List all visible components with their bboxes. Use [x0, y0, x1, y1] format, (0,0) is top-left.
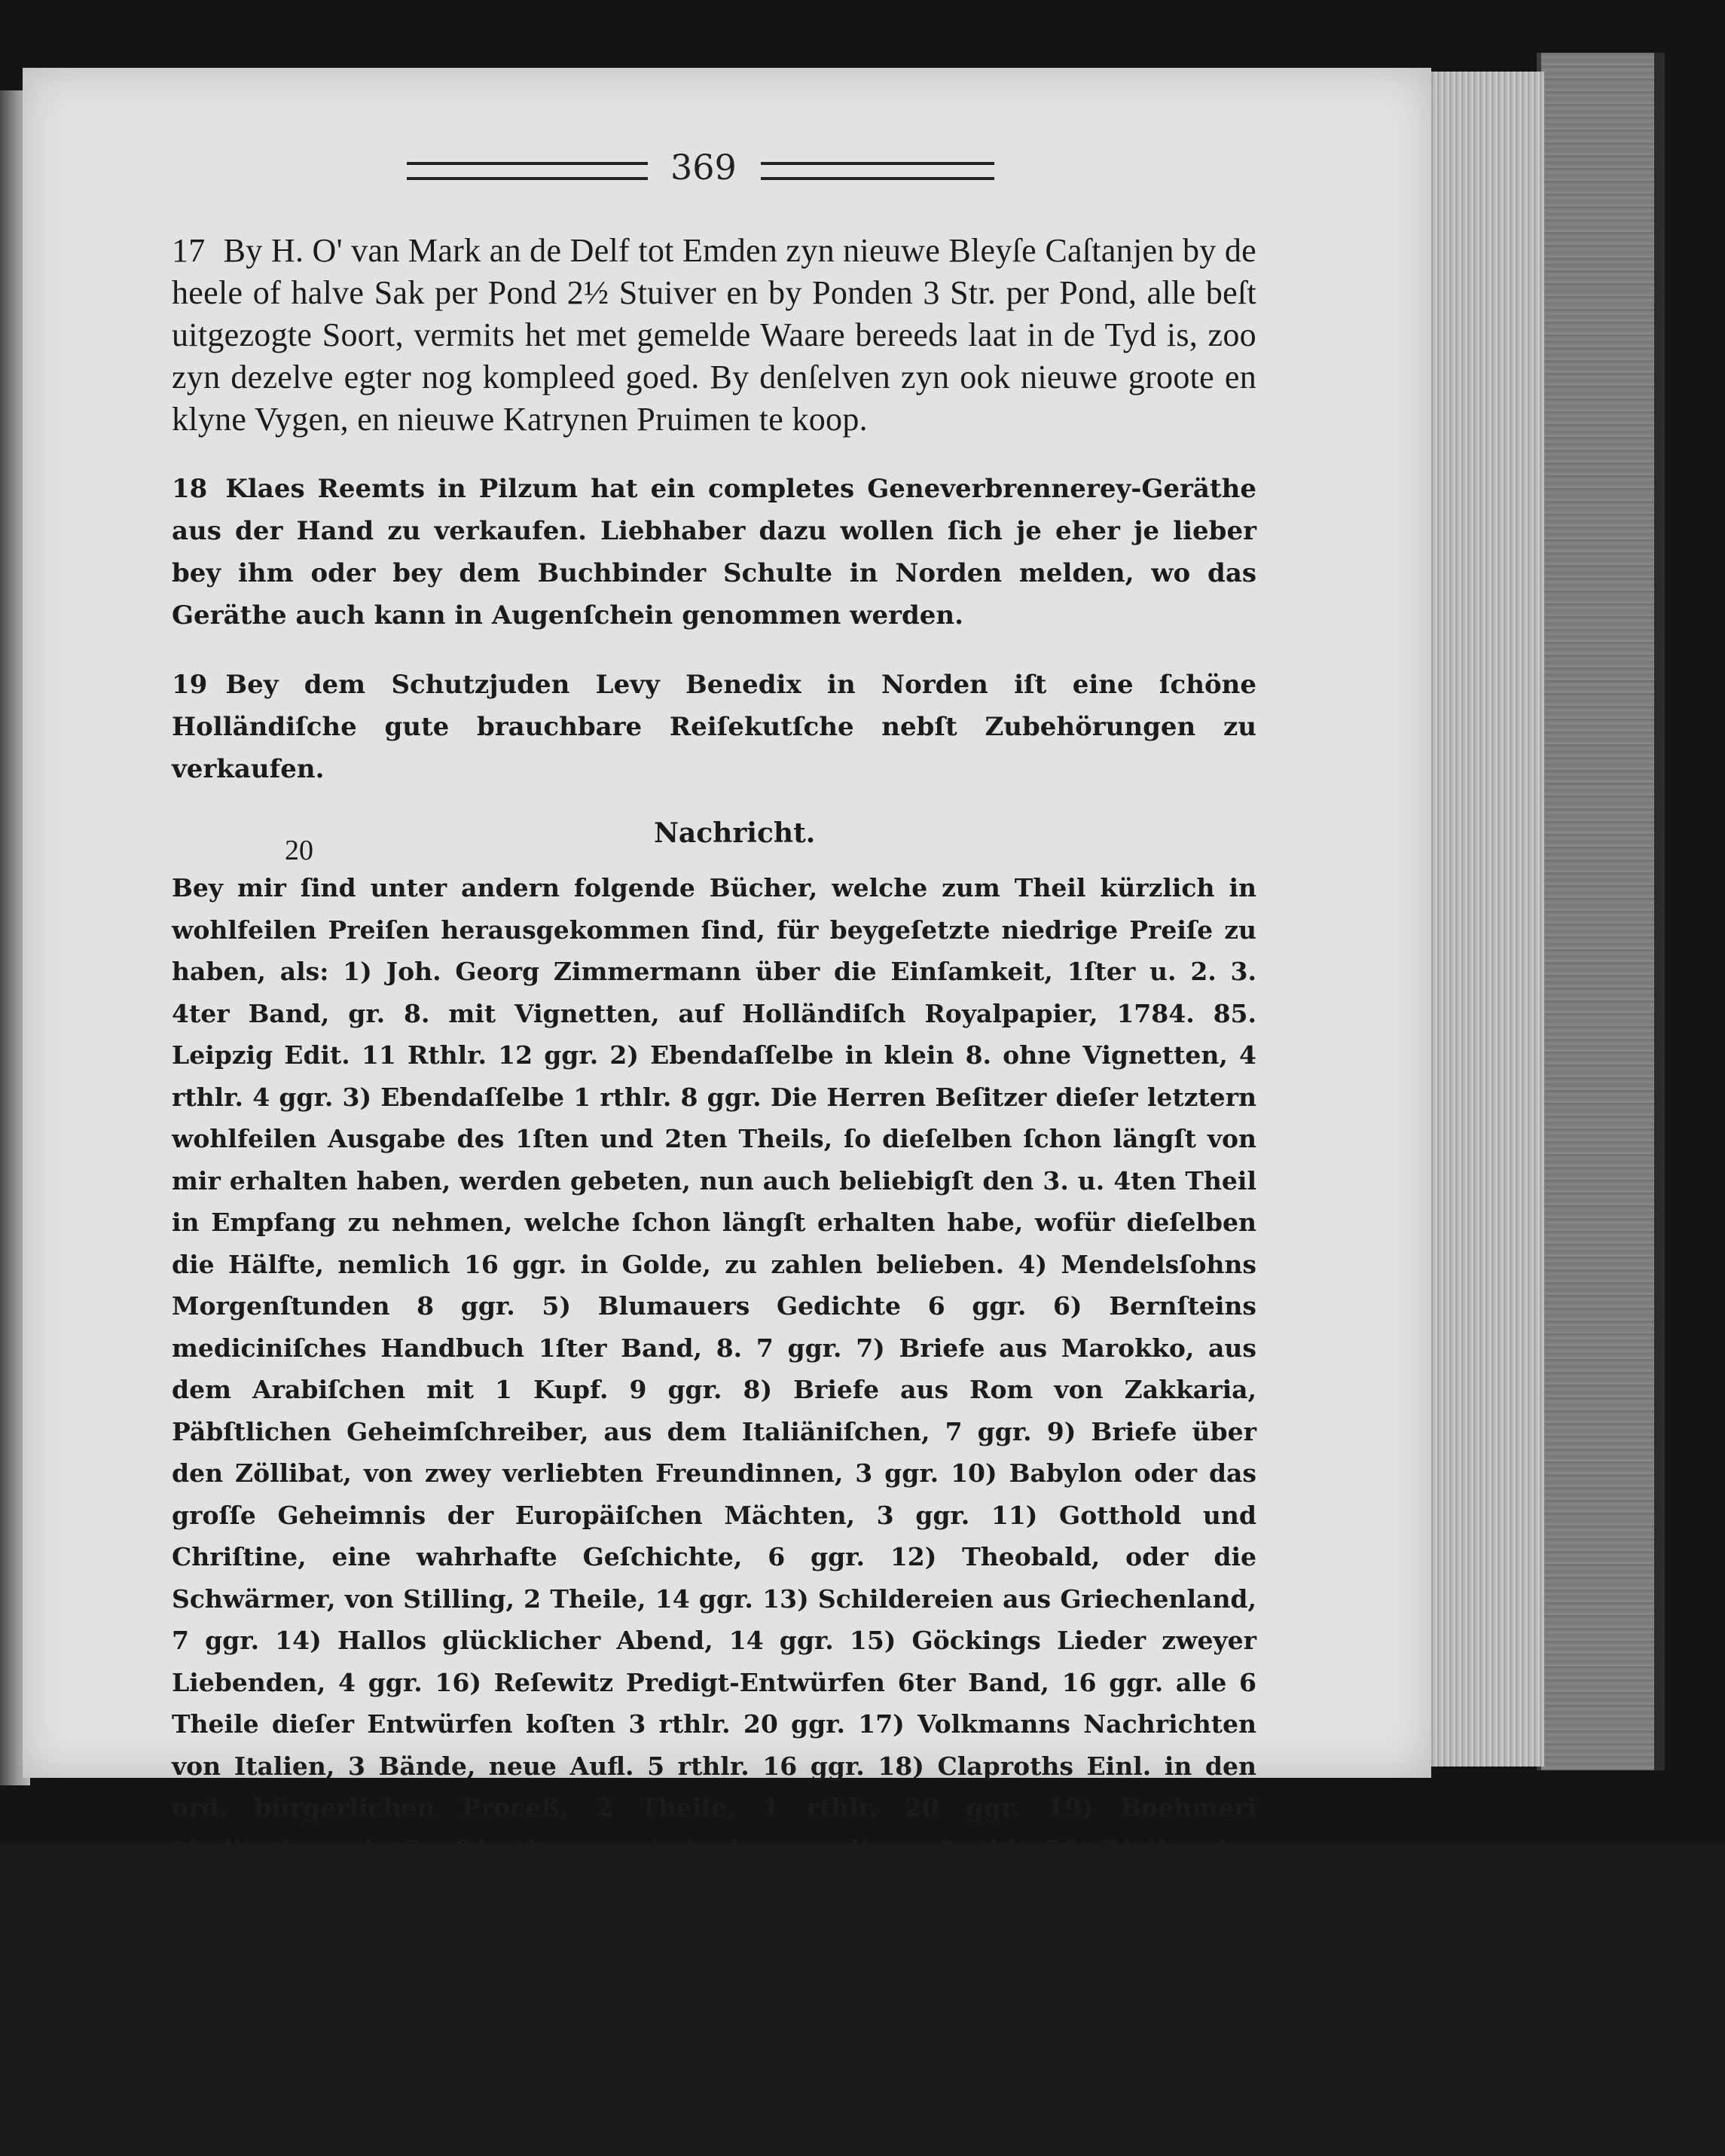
entry-text: Bey dem Schutzjuden Levy Benedix in Norden iſt eine ſchöne Holländiſche gute brauchbare Reiſekutſche nebſt Zubehörungen zu verkaufen.	[172, 670, 1256, 784]
header-rule-left	[407, 162, 648, 180]
page-header	[392, 147, 994, 192]
entry-17	[172, 230, 1256, 441]
page-number: 369	[670, 147, 737, 188]
entry-text: Klaes Reemts in Pilzum hat ein completes Geneverbrennerey-Geräthe aus der Hand zu verkaufen. Liebhaber dazu wollen ſich je eher je lieber bey ihm oder bey dem Buchbinder Schulte in Norden melden, wo das Geräthe auch kann in Augenſchein genommen werden.	[172, 474, 1256, 631]
notice-text: Bey mir ſind unter andern folgende Bücher, welche zum Theil kürzlich in wohlfeilen Preiſen herausgekommen ſind, für beygeſetzte niedrige Preiſe zu haben, als: 1) Joh. Georg Zimmermann über die Einſamkeit, 1ſter u. 2. 3. 4ter Band, gr. 8. mit Vignetten, auf Holländiſch Royalpapier, 1784. 85. Leipzig Edit. 11 Rthlr. 12 ggr. 2) Ebendaſſelbe in klein 8. ohne Vignetten, 4 rthlr. 4 ggr. 3) Ebendaſſelbe 1 rthlr. 8 ggr. Die Herren Beſitzer dieſer letztern wohlfeilen Ausgabe des 1ſten und 2ten Theils, ſo dieſelben ſchon längſt von mir erhalten haben, werden gebeten, nun auch beliebigſt den 3. u. 4ten Theil in Empfang zu nehmen, welche ſchon längſt erhalten habe, wofür dieſelben die Hälfte, nemlich 16 ggr. in Golde, zu zahlen belieben. 4) Mendelsſohns Morgenſtunden 8 ggr. 5) Blumauers Gedichte 6 ggr. 6) Bernſteins mediciniſches Handbuch 1ſter Band, 8. 7 ggr. 7) Briefe aus Marokko, aus dem Arabiſchen mit 1 Kupf. 9 ggr. 8) Briefe aus Rom von Zakkaria, Päbſtlichen Geheimſchreiber, aus dem Italiäniſchen, 7 ggr. 9) Briefe über den Zöllibat, von zwey verliebten Freundinnen, 3 ggr. 10) Babylon oder das groſſe Geheimnis der Europäiſchen Mächten, 3 ggr. 11) Gotthold und Chriſtine, eine wahrhafte Geſchichte, 6 ggr. 12) Theobald, oder die Schwärmer, von Stilling, 2 Theile, 14 ggr. 13) Schildereien aus Griechenland, 7 ggr. 14) Hallos glücklicher Abend, 14 ggr. 15) Göckings Lieder zweyer Liebenden, 4 ggr. 16) Reſewitz Predigt-Entwürfen 6ter Band, 16 ggr. alle 6 Theile dieſer Entwürfen koſten 3 rthlr. 20 ggr. 17) Volkmanns Nachrichten von Italien, 3 Bände, neue Aufl. 5 rthlr. 16 ggr. 18) Claproths Einl. in den ord. bürgerlichen Proceß, 2 Theile, 1 rthlr. 20 ggr. 19) Boehmeri Meditationes in Conſtitutionem criminalem carolinam 5 rthlr. 20) Dictionaire fr. par Friſch nouv. Ed. 1 rthlr. 20 ggr. 21) Hederici Lex. græcum Ed. nova 3 rthlr. 22 ggr. 22) Dictionaire fr. alluſage des deux Nations II Tomi, 8. 3 rthlr. 20 ggr. 23) Bailey engliſch Dictionaire neueſte Edit. 3 rthlr. 12 ggr. 24) Magazin für Prediger, 1. 2. 3. 4ter Theil. 25) Reineccii Janua hebreæ Ling. ed. nova 2 rthlr. 4 ggr. 26) Der Hausvater 1. 2. 3. 4ter Band, 8. Leipzig, 7 rthlr. 18 ggr. 27) Kämpf für Aerzte und	[172, 873, 1256, 2115]
entry-19	[172, 664, 1256, 790]
book-cover-edge	[1537, 53, 1654, 1770]
notice-heading	[172, 817, 1256, 866]
entry-number: 19	[172, 670, 208, 700]
entry-number: 17	[172, 232, 206, 269]
notice-number: 20	[285, 835, 313, 866]
page-body	[172, 230, 1256, 2156]
header-rule-right	[761, 162, 994, 180]
entry-number: 18	[172, 474, 208, 504]
notice-title: Nachricht.	[654, 817, 816, 849]
entry-18	[172, 468, 1256, 637]
entry-text: By H. O' van Mark an de Delf tot Emden zyn nieuwe Bleyſe Caſtanjen by de heele of halve Sak per Pond 2½ Stuiver en by Ponden 3 Str. per Pond, alle beſt uitgezogte Soort, vermits het met gemelde Waare bereeds laat in de Tyd is, zoo zyn dezelve egter nog kompleed goed. By denſelven zyn ook nieuwe groote en klyne Vygen, en nieuwe Katrynen Pruimen te koop.	[172, 232, 1256, 438]
page-fore-edge	[1416, 72, 1544, 1767]
catchword: Kran-	[1174, 2126, 1256, 2156]
